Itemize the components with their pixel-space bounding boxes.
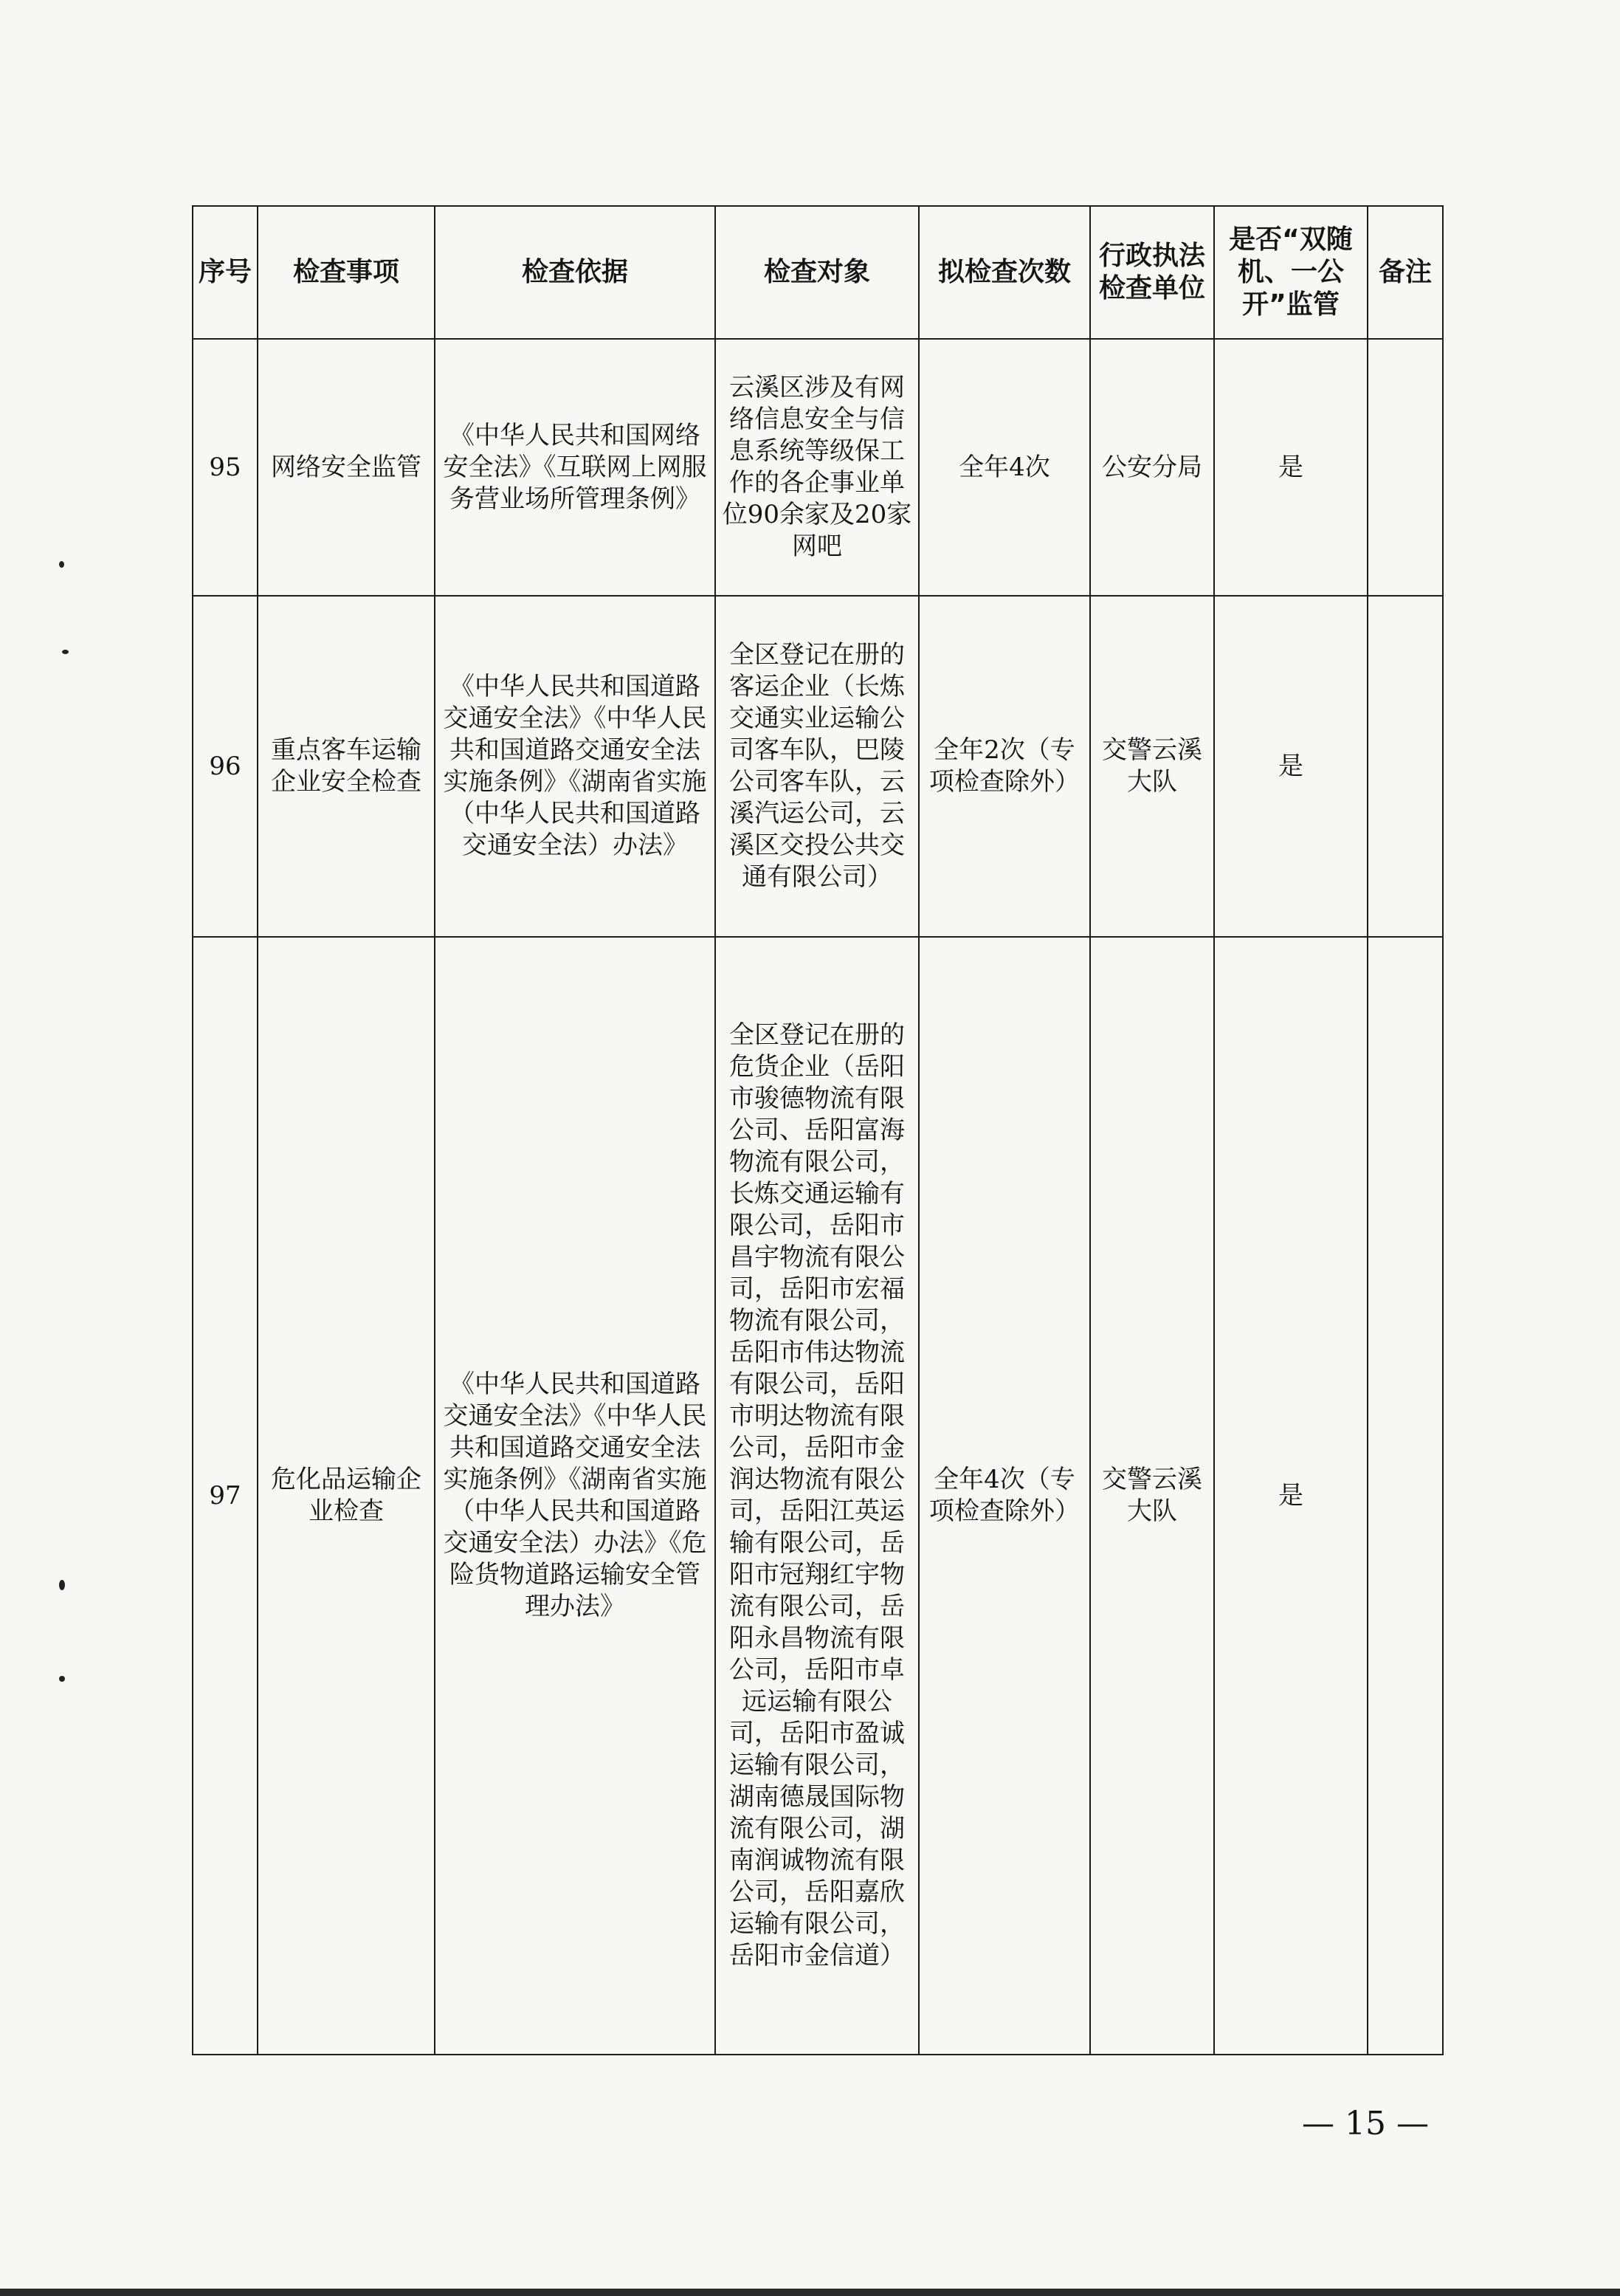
header-count: 拟检查次数 (919, 206, 1090, 339)
cell-remark (1368, 339, 1443, 596)
cell-unit: 公安分局 (1090, 339, 1214, 596)
binding-hole-mark (59, 1676, 65, 1682)
header-no: 序号 (193, 206, 258, 339)
cell-remark (1368, 937, 1443, 2055)
inspection-table (192, 205, 1444, 2055)
cell-basis: 《中华人民共和国网络安全法》《互联网上网服务营业场所管理条例》 (435, 339, 715, 596)
cell-target: 全区登记在册的客运企业（长炼交通实业运输公司客车队，巴陵公司客车队，云溪汽运公司，云溪区交投公共交通有限公司） (715, 596, 919, 937)
cell-random: 是 (1214, 596, 1368, 937)
cell-count: 全年4次 (919, 339, 1090, 596)
cell-remark (1368, 596, 1443, 937)
header-basis: 检查依据 (435, 206, 715, 339)
header-target: 检查对象 (715, 206, 919, 339)
cell-no: 97 (193, 937, 258, 2055)
cell-basis: 《中华人民共和国道路交通安全法》《中华人民共和国道路交通安全法实施条例》《湖南省实施（中华人民共和国道路交通安全法）办法》《危险货物道路运输安全管理办法》 (435, 937, 715, 2055)
header-item: 检查事项 (258, 206, 435, 339)
header-remark: 备注 (1368, 206, 1443, 339)
table-row (193, 339, 1443, 596)
cell-random: 是 (1214, 339, 1368, 596)
page-number: — 15 — (1302, 2105, 1429, 2142)
header-random: 是否“双随机、一公开”监管 (1214, 206, 1368, 339)
cell-target: 云溪区涉及有网络信息安全与信息系统等级保工作的各企事业单位90余家及20家网吧 (715, 339, 919, 596)
scan-edge (0, 2289, 1620, 2296)
binding-hole-mark (62, 650, 69, 654)
binding-hole-mark (59, 561, 64, 568)
cell-random: 是 (1214, 937, 1368, 2055)
cell-item: 重点客车运输企业安全检查 (258, 596, 435, 937)
cell-basis: 《中华人民共和国道路交通安全法》《中华人民共和国道路交通安全法实施条例》《湖南省实施（中华人民共和国道路交通安全法）办法》 (435, 596, 715, 937)
cell-unit: 交警云溪大队 (1090, 937, 1214, 2055)
cell-target: 全区登记在册的危货企业（岳阳市骏德物流有限公司、岳阳富海物流有限公司，长炼交通运输有限公司，岳阳市昌宇物流有限公司，岳阳市宏福物流有限公司，岳阳市伟达物流有限公司，岳阳市明达物流有限公司，岳阳市金润达物流有限公司，岳阳江英运输有限公司，岳阳市冠翔红宇物流有限公司，岳阳永昌物流有限公司，岳阳市卓远运输有限公司，岳阳市盈诚运输有限公司，湖南德晟国际物流有限公司，湖南润诚物流有限公司，岳阳嘉欣运输有限公司，岳阳市金信道） (715, 937, 919, 2055)
binding-hole-mark (59, 1580, 65, 1590)
table-row (193, 596, 1443, 937)
table-header-row (193, 206, 1443, 339)
cell-item: 网络安全监管 (258, 339, 435, 596)
cell-count: 全年2次（专项检查除外） (919, 596, 1090, 937)
cell-count: 全年4次（专项检查除外） (919, 937, 1090, 2055)
header-unit: 行政执法检查单位 (1090, 206, 1214, 339)
cell-no: 96 (193, 596, 258, 937)
cell-no: 95 (193, 339, 258, 596)
table-row (193, 937, 1443, 2055)
cell-item: 危化品运输企业检查 (258, 937, 435, 2055)
cell-unit: 交警云溪大队 (1090, 596, 1214, 937)
